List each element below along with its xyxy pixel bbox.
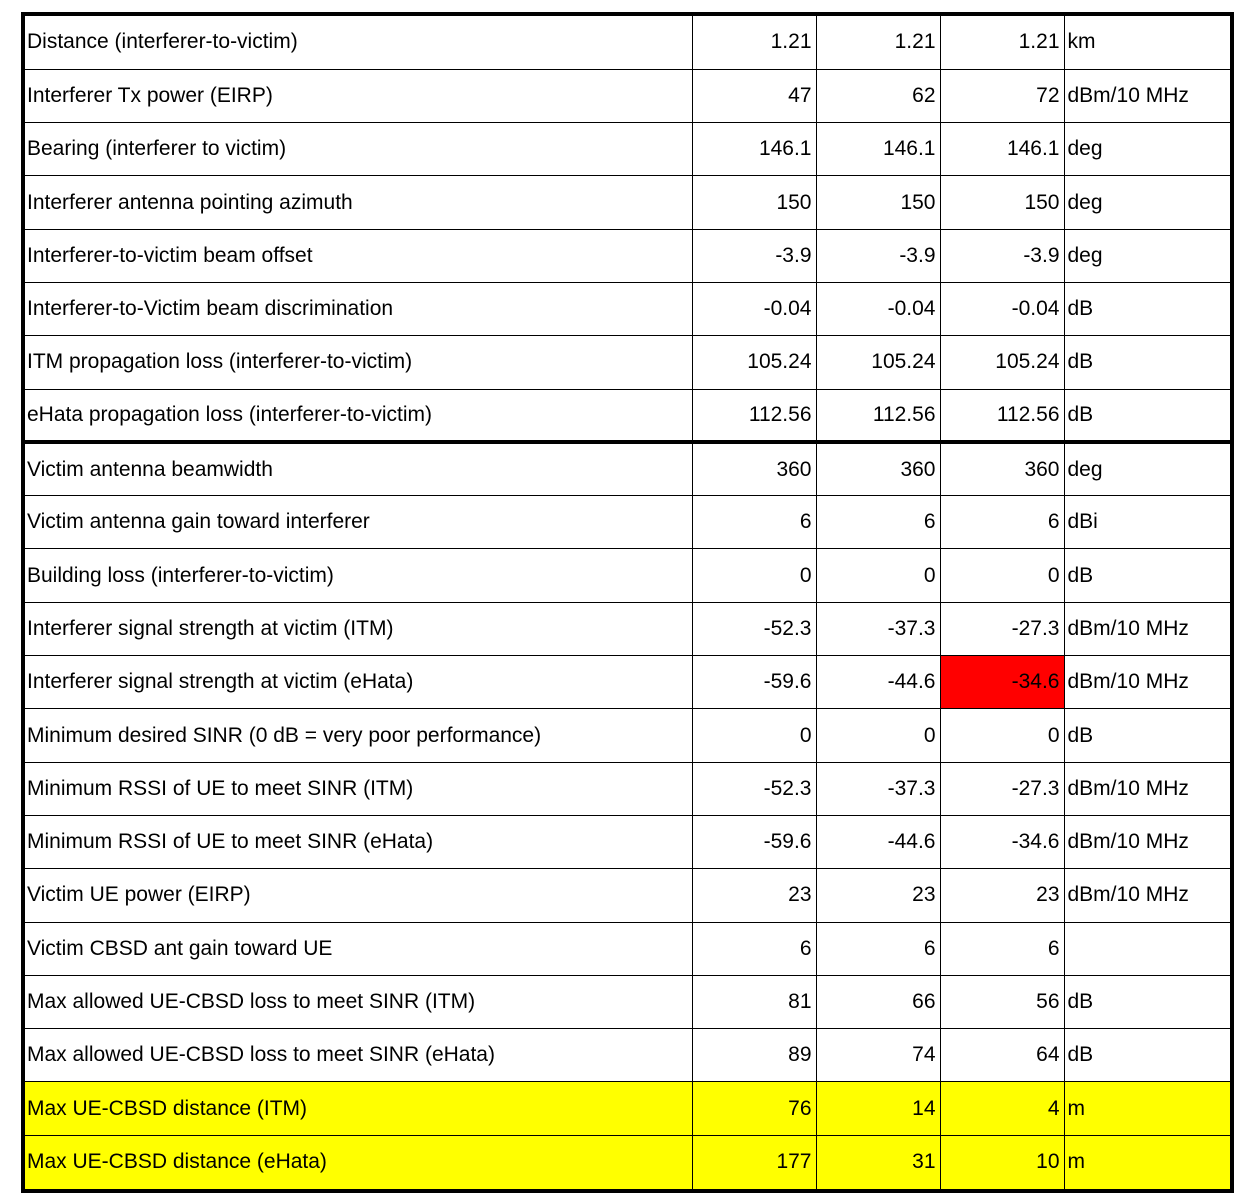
value-cell[interactable]: 6 (940, 496, 1064, 549)
value-cell[interactable]: 6 (816, 496, 940, 549)
row-label[interactable]: Victim antenna beamwidth (25, 442, 692, 495)
highlighted-table-row (25, 1082, 1230, 1135)
value-cell[interactable]: 150 (692, 176, 816, 229)
row-label[interactable]: Minimum RSSI of UE to meet SINR (eHata) (25, 815, 692, 868)
table-row (25, 69, 1230, 122)
value-cell[interactable]: 360 (816, 442, 940, 495)
row-label[interactable]: Victim antenna gain toward interferer (25, 496, 692, 549)
row-label[interactable]: Interferer antenna pointing azimuth (25, 176, 692, 229)
value-cell[interactable]: 23 (692, 869, 816, 922)
value-cell[interactable]: 6 (692, 496, 816, 549)
value-cell[interactable]: -44.6 (816, 815, 940, 868)
table-row (25, 762, 1230, 815)
value-cell[interactable]: 6 (692, 922, 816, 975)
value-cell[interactable]: 31 (816, 1135, 940, 1188)
unit-cell[interactable]: dB (1064, 336, 1230, 389)
value-cell[interactable]: 89 (692, 1029, 816, 1082)
table-row (25, 389, 1230, 442)
row-label[interactable]: Minimum desired SINR (0 dB = very poor performance) (25, 709, 692, 762)
value-cell[interactable]: 47 (692, 69, 816, 122)
value-cell[interactable]: 62 (816, 69, 940, 122)
value-cell[interactable]: 0 (940, 709, 1064, 762)
value-cell[interactable]: 1.21 (940, 16, 1064, 69)
row-label[interactable]: Victim CBSD ant gain toward UE (25, 922, 692, 975)
value-cell[interactable]: 150 (940, 176, 1064, 229)
value-cell[interactable]: -0.04 (940, 282, 1064, 335)
table-row (25, 975, 1230, 1028)
unit-cell[interactable]: m (1064, 1082, 1230, 1135)
unit-cell[interactable]: deg (1064, 176, 1230, 229)
row-label[interactable]: Interferer-to-victim beam offset (25, 229, 692, 282)
value-cell[interactable]: -37.3 (816, 602, 940, 655)
value-cell[interactable]: 112.56 (692, 389, 816, 442)
value-cell[interactable]: 56 (940, 975, 1064, 1028)
unit-cell[interactable]: dBm/10 MHz (1064, 762, 1230, 815)
unit-cell[interactable]: deg (1064, 229, 1230, 282)
table-row (25, 336, 1230, 389)
table-row (25, 176, 1230, 229)
value-cell[interactable]: 4 (940, 1082, 1064, 1135)
value-cell[interactable]: -34.6 (940, 815, 1064, 868)
value-cell[interactable]: 74 (816, 1029, 940, 1082)
unit-cell[interactable]: dBi (1064, 496, 1230, 549)
row-label[interactable]: Max allowed UE-CBSD loss to meet SINR (eHata) (25, 1029, 692, 1082)
value-cell[interactable]: 6 (816, 922, 940, 975)
highlighted-value-cell[interactable]: -34.6 (940, 656, 1064, 709)
value-cell[interactable]: 1.21 (816, 16, 940, 69)
unit-cell[interactable]: m (1064, 1135, 1230, 1188)
table-row (25, 656, 1230, 709)
interference-table (25, 16, 1230, 1189)
table-row (25, 496, 1230, 549)
value-cell[interactable]: 0 (816, 549, 940, 602)
value-cell[interactable]: -44.6 (816, 656, 940, 709)
value-cell[interactable]: 0 (816, 709, 940, 762)
value-cell[interactable]: 146.1 (940, 123, 1064, 176)
row-label[interactable]: ITM propagation loss (interferer-to-victim) (25, 336, 692, 389)
value-cell[interactable]: 105.24 (816, 336, 940, 389)
value-cell[interactable]: 14 (816, 1082, 940, 1135)
unit-cell[interactable]: km (1064, 16, 1230, 69)
value-cell[interactable]: 66 (816, 975, 940, 1028)
row-label[interactable]: Distance (interferer-to-victim) (25, 16, 692, 69)
unit-cell[interactable]: dBm/10 MHz (1064, 815, 1230, 868)
row-label[interactable]: Victim UE power (EIRP) (25, 869, 692, 922)
value-cell[interactable]: 23 (940, 869, 1064, 922)
highlighted-table-row (25, 1135, 1230, 1188)
value-cell[interactable]: 105.24 (692, 336, 816, 389)
value-cell[interactable]: 6 (940, 922, 1064, 975)
row-label[interactable]: Max UE-CBSD distance (eHata) (25, 1135, 692, 1188)
value-cell[interactable]: 81 (692, 975, 816, 1028)
value-cell[interactable]: 0 (692, 709, 816, 762)
value-cell[interactable]: 146.1 (816, 123, 940, 176)
value-cell[interactable]: 360 (940, 442, 1064, 495)
unit-cell[interactable]: dB (1064, 389, 1230, 442)
table-row (25, 442, 1230, 495)
unit-cell[interactable]: dB (1064, 1029, 1230, 1082)
unit-cell[interactable]: dB (1064, 282, 1230, 335)
value-cell[interactable]: 112.56 (816, 389, 940, 442)
row-label[interactable]: Max UE-CBSD distance (ITM) (25, 1082, 692, 1135)
value-cell[interactable]: -52.3 (692, 602, 816, 655)
unit-cell[interactable]: dBm/10 MHz (1064, 656, 1230, 709)
unit-cell[interactable]: dBm/10 MHz (1064, 69, 1230, 122)
value-cell[interactable]: -3.9 (816, 229, 940, 282)
unit-cell[interactable]: dB (1064, 549, 1230, 602)
value-cell[interactable]: 150 (816, 176, 940, 229)
unit-cell[interactable]: deg (1064, 123, 1230, 176)
table-row (25, 16, 1230, 69)
value-cell[interactable]: -3.9 (692, 229, 816, 282)
table-row (25, 602, 1230, 655)
unit-cell[interactable]: dBm/10 MHz (1064, 602, 1230, 655)
unit-cell[interactable]: deg (1064, 442, 1230, 495)
row-label[interactable]: Interferer signal strength at victim (eHata) (25, 656, 692, 709)
value-cell[interactable]: -37.3 (816, 762, 940, 815)
row-label[interactable]: Interferer Tx power (EIRP) (25, 69, 692, 122)
value-cell[interactable]: 10 (940, 1135, 1064, 1188)
table-row (25, 922, 1230, 975)
value-cell[interactable]: 1.21 (692, 16, 816, 69)
value-cell[interactable]: 105.24 (940, 336, 1064, 389)
value-cell[interactable]: -52.3 (692, 762, 816, 815)
row-label[interactable]: Building loss (interferer-to-victim) (25, 549, 692, 602)
table-row (25, 123, 1230, 176)
value-cell[interactable]: 146.1 (692, 123, 816, 176)
value-cell[interactable]: 64 (940, 1029, 1064, 1082)
unit-cell[interactable]: dB (1064, 975, 1230, 1028)
value-cell[interactable]: 177 (692, 1135, 816, 1188)
table-row (25, 815, 1230, 868)
unit-cell[interactable]: dBm/10 MHz (1064, 869, 1230, 922)
spreadsheet-table (21, 12, 1234, 1193)
unit-cell[interactable]: dB (1064, 709, 1230, 762)
row-label[interactable]: Interferer signal strength at victim (ITM) (25, 602, 692, 655)
row-label[interactable]: Minimum RSSI of UE to meet SINR (ITM) (25, 762, 692, 815)
value-cell[interactable]: 23 (816, 869, 940, 922)
table-row (25, 1029, 1230, 1082)
value-cell[interactable]: -27.3 (940, 602, 1064, 655)
value-cell[interactable]: 360 (692, 442, 816, 495)
value-cell[interactable]: 72 (940, 69, 1064, 122)
row-label[interactable]: Max allowed UE-CBSD loss to meet SINR (ITM) (25, 975, 692, 1028)
value-cell[interactable]: -0.04 (816, 282, 940, 335)
row-label[interactable]: Interferer-to-Victim beam discrimination (25, 282, 692, 335)
value-cell[interactable]: 76 (692, 1082, 816, 1135)
value-cell[interactable]: -27.3 (940, 762, 1064, 815)
value-cell[interactable]: -3.9 (940, 229, 1064, 282)
value-cell[interactable]: 0 (692, 549, 816, 602)
value-cell[interactable]: 112.56 (940, 389, 1064, 442)
table-row (25, 229, 1230, 282)
value-cell[interactable]: 0 (940, 549, 1064, 602)
value-cell[interactable]: -0.04 (692, 282, 816, 335)
table-row (25, 549, 1230, 602)
row-label[interactable]: eHata propagation loss (interferer-to-victim) (25, 389, 692, 442)
table-row (25, 709, 1230, 762)
value-cell[interactable]: -59.6 (692, 815, 816, 868)
table-row (25, 869, 1230, 922)
unit-cell[interactable] (1064, 922, 1230, 975)
table-row (25, 282, 1230, 335)
value-cell[interactable]: -59.6 (692, 656, 816, 709)
row-label[interactable]: Bearing (interferer to victim) (25, 123, 692, 176)
